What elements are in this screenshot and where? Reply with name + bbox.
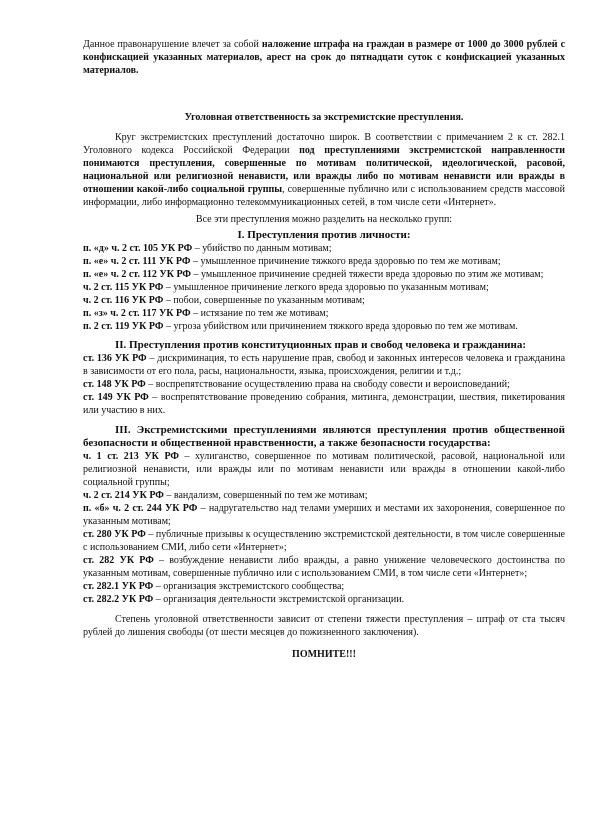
item-text: – угроза убийством или причинением тяжкого вреда здоровью по тем же мотивам. xyxy=(163,321,518,332)
item-text: – умышленное причинение средней тяжести вреда здоровью по этим же мотивам; xyxy=(191,269,544,280)
remember-heading: ПОМНИТЕ!!! xyxy=(292,649,356,660)
group2-list xyxy=(83,352,565,417)
law-reference: п. 2 ст. 119 УК РФ xyxy=(83,321,164,332)
group3-list xyxy=(83,450,565,606)
item-text: – дискриминация, то есть нарушение прав, свобод и законных интересов человека и гражданина в зависимости от его пола, расы, национальности, языка, происхождения, религии и т.д.; xyxy=(83,353,566,377)
list-item xyxy=(83,502,565,528)
list-item xyxy=(83,242,565,255)
item-text: – организация деятельности экстремистской организации. xyxy=(153,594,405,605)
list-item xyxy=(83,294,565,307)
list-item xyxy=(83,489,565,502)
item-text: – надругательство над телами умерших и местами их захоронения, совершенное по указанным мотивам; xyxy=(83,503,565,527)
list-item xyxy=(83,554,565,580)
item-text: – умышленное причинение тяжкого вреда здоровью по тем же мотивам; xyxy=(190,256,501,267)
lead-definition: под преступлениями экстремистской направленности понимаются преступления, совершенные по мотивам политической, идеологической, расовой, национальной или религиозной ненависти, или вражды либо по мотивам ненависти или вражды в отношении какой-либо социальной группы xyxy=(83,145,565,195)
list-item xyxy=(83,307,565,320)
list-item xyxy=(83,593,565,606)
law-reference: ст. 149 УК РФ xyxy=(83,392,149,403)
law-reference: п. «б» ч. 2 ст. 244 УК РФ xyxy=(83,503,198,514)
lead-text-2: , совершенные публично или с использованием средств массовой информации, либо информационно телекоммуникационных сетей, в том числе сети «Интернет». xyxy=(83,184,565,208)
group3-title: III. Экстремистскими преступлениями являются преступления против общественной безопасности и общественной нравственности, а также безопасности государства: xyxy=(83,424,565,449)
document-page xyxy=(83,38,565,661)
law-reference: п. «з» ч. 2 ст. 117 УК РФ xyxy=(83,308,191,319)
list-item xyxy=(83,320,565,333)
lead-paragraph xyxy=(83,131,565,209)
law-reference: ч. 2 ст. 115 УК РФ xyxy=(83,282,164,293)
item-text: – возбуждение ненависти либо вражды, а равно унижение человеческого достоинства по указанным мотивам, совершенные публично или с использованием СМИ, в том числе сети «Интернет»; xyxy=(83,555,565,579)
lead-text-1: Круг экстремистских преступлений достаточно широк. В соответствии с примечанием 2 к ст. 282.1 Уголовного кодекса Российской Федерации xyxy=(83,132,565,156)
intro-paragraph xyxy=(83,38,565,77)
list-item xyxy=(83,268,565,281)
list-item xyxy=(83,450,565,489)
item-text: – воспрепятствование проведению собрания, митинга, демонстрации, шествия, пикетирования или участию в них. xyxy=(83,392,566,416)
item-text: – истязание по тем же мотивам; xyxy=(190,308,329,319)
groups-intro: Все эти преступления можно разделить на несколько групп: xyxy=(195,214,453,225)
section-title: Уголовная ответственность за экстремистские преступления. xyxy=(184,112,464,123)
intro-penalty-text: наложение штрафа на граждан в размере от 1000 до 3000 рублей с конфискацией указанных материалов, арест на срок до пятнадцати суток с конфискацией указанных материалов. xyxy=(83,39,566,76)
list-item xyxy=(83,580,565,593)
list-item xyxy=(83,255,565,268)
law-reference: ст. 280 УК РФ xyxy=(83,529,146,540)
law-reference: ст. 282.1 УК РФ xyxy=(83,581,154,592)
law-reference: ч. 1 ст. 213 УК РФ xyxy=(83,451,179,462)
item-text: – хулиганство, совершенное по мотивам политической, расовой, национальной или религиозной ненависти, или вражды или по мотивам ненависти или вражды в отношении какой-либо социальной группы; xyxy=(83,451,565,488)
law-reference: ст. 148 УК РФ xyxy=(83,379,146,390)
item-text: – вандализм, совершенный по тем же мотивам; xyxy=(163,490,368,501)
law-reference: п. «е» ч. 2 ст. 112 УК РФ xyxy=(83,269,192,280)
item-text: – публичные призывы к осуществлению экстремистской деятельности, в том числе совершенные с использованием СМИ, либо сети «Интернет»; xyxy=(83,529,565,553)
law-reference: п. «д» ч. 2 ст. 105 УК РФ xyxy=(83,243,193,254)
law-reference: ст. 282.2 УК РФ xyxy=(83,594,154,605)
closing-paragraph: Степень уголовной ответственности зависит от степени тяжести преступления – штраф от ста тысяч рублей до лишения свободы (от шести месяцев до пожизненного заключения). xyxy=(83,614,565,638)
list-item xyxy=(83,281,565,294)
group1-list xyxy=(83,242,565,333)
item-text: – побои, совершенные по указанным мотивам; xyxy=(163,295,365,306)
law-reference: ст. 136 УК РФ xyxy=(83,353,147,364)
list-item xyxy=(83,378,565,391)
law-reference: п. «е» ч. 2 ст. 111 УК РФ xyxy=(83,256,191,267)
item-text: – воспрепятствование осуществлению права на свободу совести и вероисповеданий; xyxy=(145,379,510,390)
list-item xyxy=(83,352,565,378)
intro-text: Данное правонарушение влечет за собой xyxy=(83,39,262,50)
law-reference: ч. 2 ст. 214 УК РФ xyxy=(83,490,164,501)
item-text: – организация экстремистского сообщества; xyxy=(153,581,345,592)
list-item xyxy=(83,528,565,554)
law-reference: ч. 2 ст. 116 УК РФ xyxy=(83,295,164,306)
item-text: – убийство по данным мотивам; xyxy=(192,243,332,254)
law-reference: ст. 282 УК РФ xyxy=(83,555,154,566)
list-item xyxy=(83,391,565,417)
group2-title: II. Преступления против конституционных прав и свобод человека и гражданина: xyxy=(115,339,526,351)
item-text: – умышленное причинение легкого вреда здоровью по указанным мотивам; xyxy=(163,282,489,293)
group1-title: I. Преступления против личности: xyxy=(237,229,411,241)
